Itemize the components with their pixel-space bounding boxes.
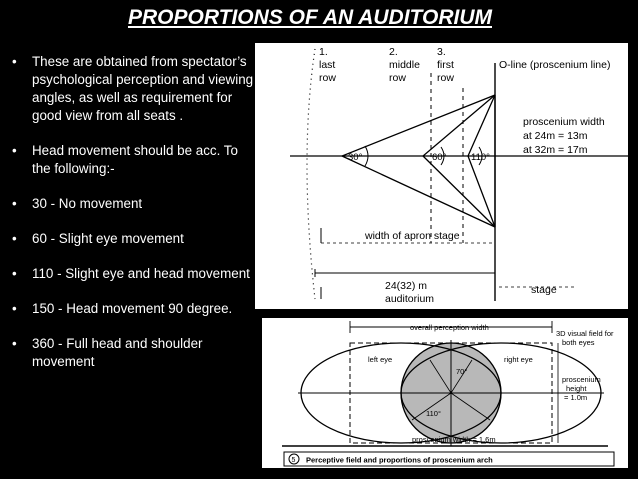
angle-110-label: 110° [426, 409, 441, 418]
slide-title: PROPORTIONS OF AN AUDITORIUM [127, 6, 492, 29]
field-label-a: 3D visual field for [556, 329, 614, 338]
caption-text: Perceptive field and proportions of proscenium arch [306, 455, 493, 465]
row2-number: 2. [389, 46, 398, 58]
width-label: proscenium width = 1.6m [412, 435, 496, 444]
height-label-b: height [566, 384, 587, 393]
viewing-angles-diagram [255, 43, 628, 309]
row2-label-a: middle [389, 59, 420, 71]
apron-label: width of apron stage [365, 230, 460, 242]
bullet-item: • 60 - Slight eye movement [10, 230, 255, 248]
bullet-item: • 150 - Head movement 90 degree. [10, 300, 255, 318]
overall-width-label: overall perception width [410, 323, 489, 332]
auditorium-label: auditorium [385, 293, 435, 305]
bullet-item: • 30 - No movement [10, 195, 255, 213]
proscenium-width-24m: at 24m = 13m [523, 130, 588, 142]
auditorium-length: 24(32) m [385, 280, 428, 292]
proscenium-width-label: proscenium width [523, 116, 605, 128]
stage-label: stage [531, 284, 557, 296]
height-label-c: = 1.0m [564, 393, 588, 402]
angle-60-label: 60° [432, 152, 447, 163]
bullet-item: • 360 - Full head and shoulder movement [10, 335, 255, 371]
row1-number: 1. [319, 46, 328, 58]
proscenium-width-32m: at 32m = 17m [523, 144, 588, 156]
row1-label-b: row [319, 72, 336, 84]
o-line-label: O-line (proscenium line) [499, 59, 611, 71]
last-row-arc [307, 49, 315, 299]
left-eye-label: left eye [368, 355, 393, 364]
caption-number: 5 [291, 457, 296, 464]
angle-110-label: 110° [471, 152, 490, 163]
row1-label-a: last [319, 59, 336, 71]
angle-70-label: 70° [456, 367, 468, 376]
row3-label-b: row [437, 72, 454, 84]
height-label-a: proscenium [562, 375, 601, 384]
bullet-item: • 110 - Slight eye and head movement [10, 265, 255, 283]
perceptive-field-diagram [262, 318, 628, 468]
field-label-b: both eyes [562, 338, 595, 347]
row3-label-a: first [437, 59, 454, 71]
angle-30-label: 30° [348, 152, 363, 163]
bullet-item: • These are obtained from spectator’s psychological perception and viewing angles, as well as requirement for good view from all seats . [10, 53, 255, 125]
row3-number: 3. [437, 46, 446, 58]
right-eye-label: right eye [504, 355, 533, 364]
bullet-item: • Head movement should be acc. To the following:- [10, 142, 255, 178]
bullet-list [10, 53, 255, 388]
row2-label-b: row [389, 72, 406, 84]
